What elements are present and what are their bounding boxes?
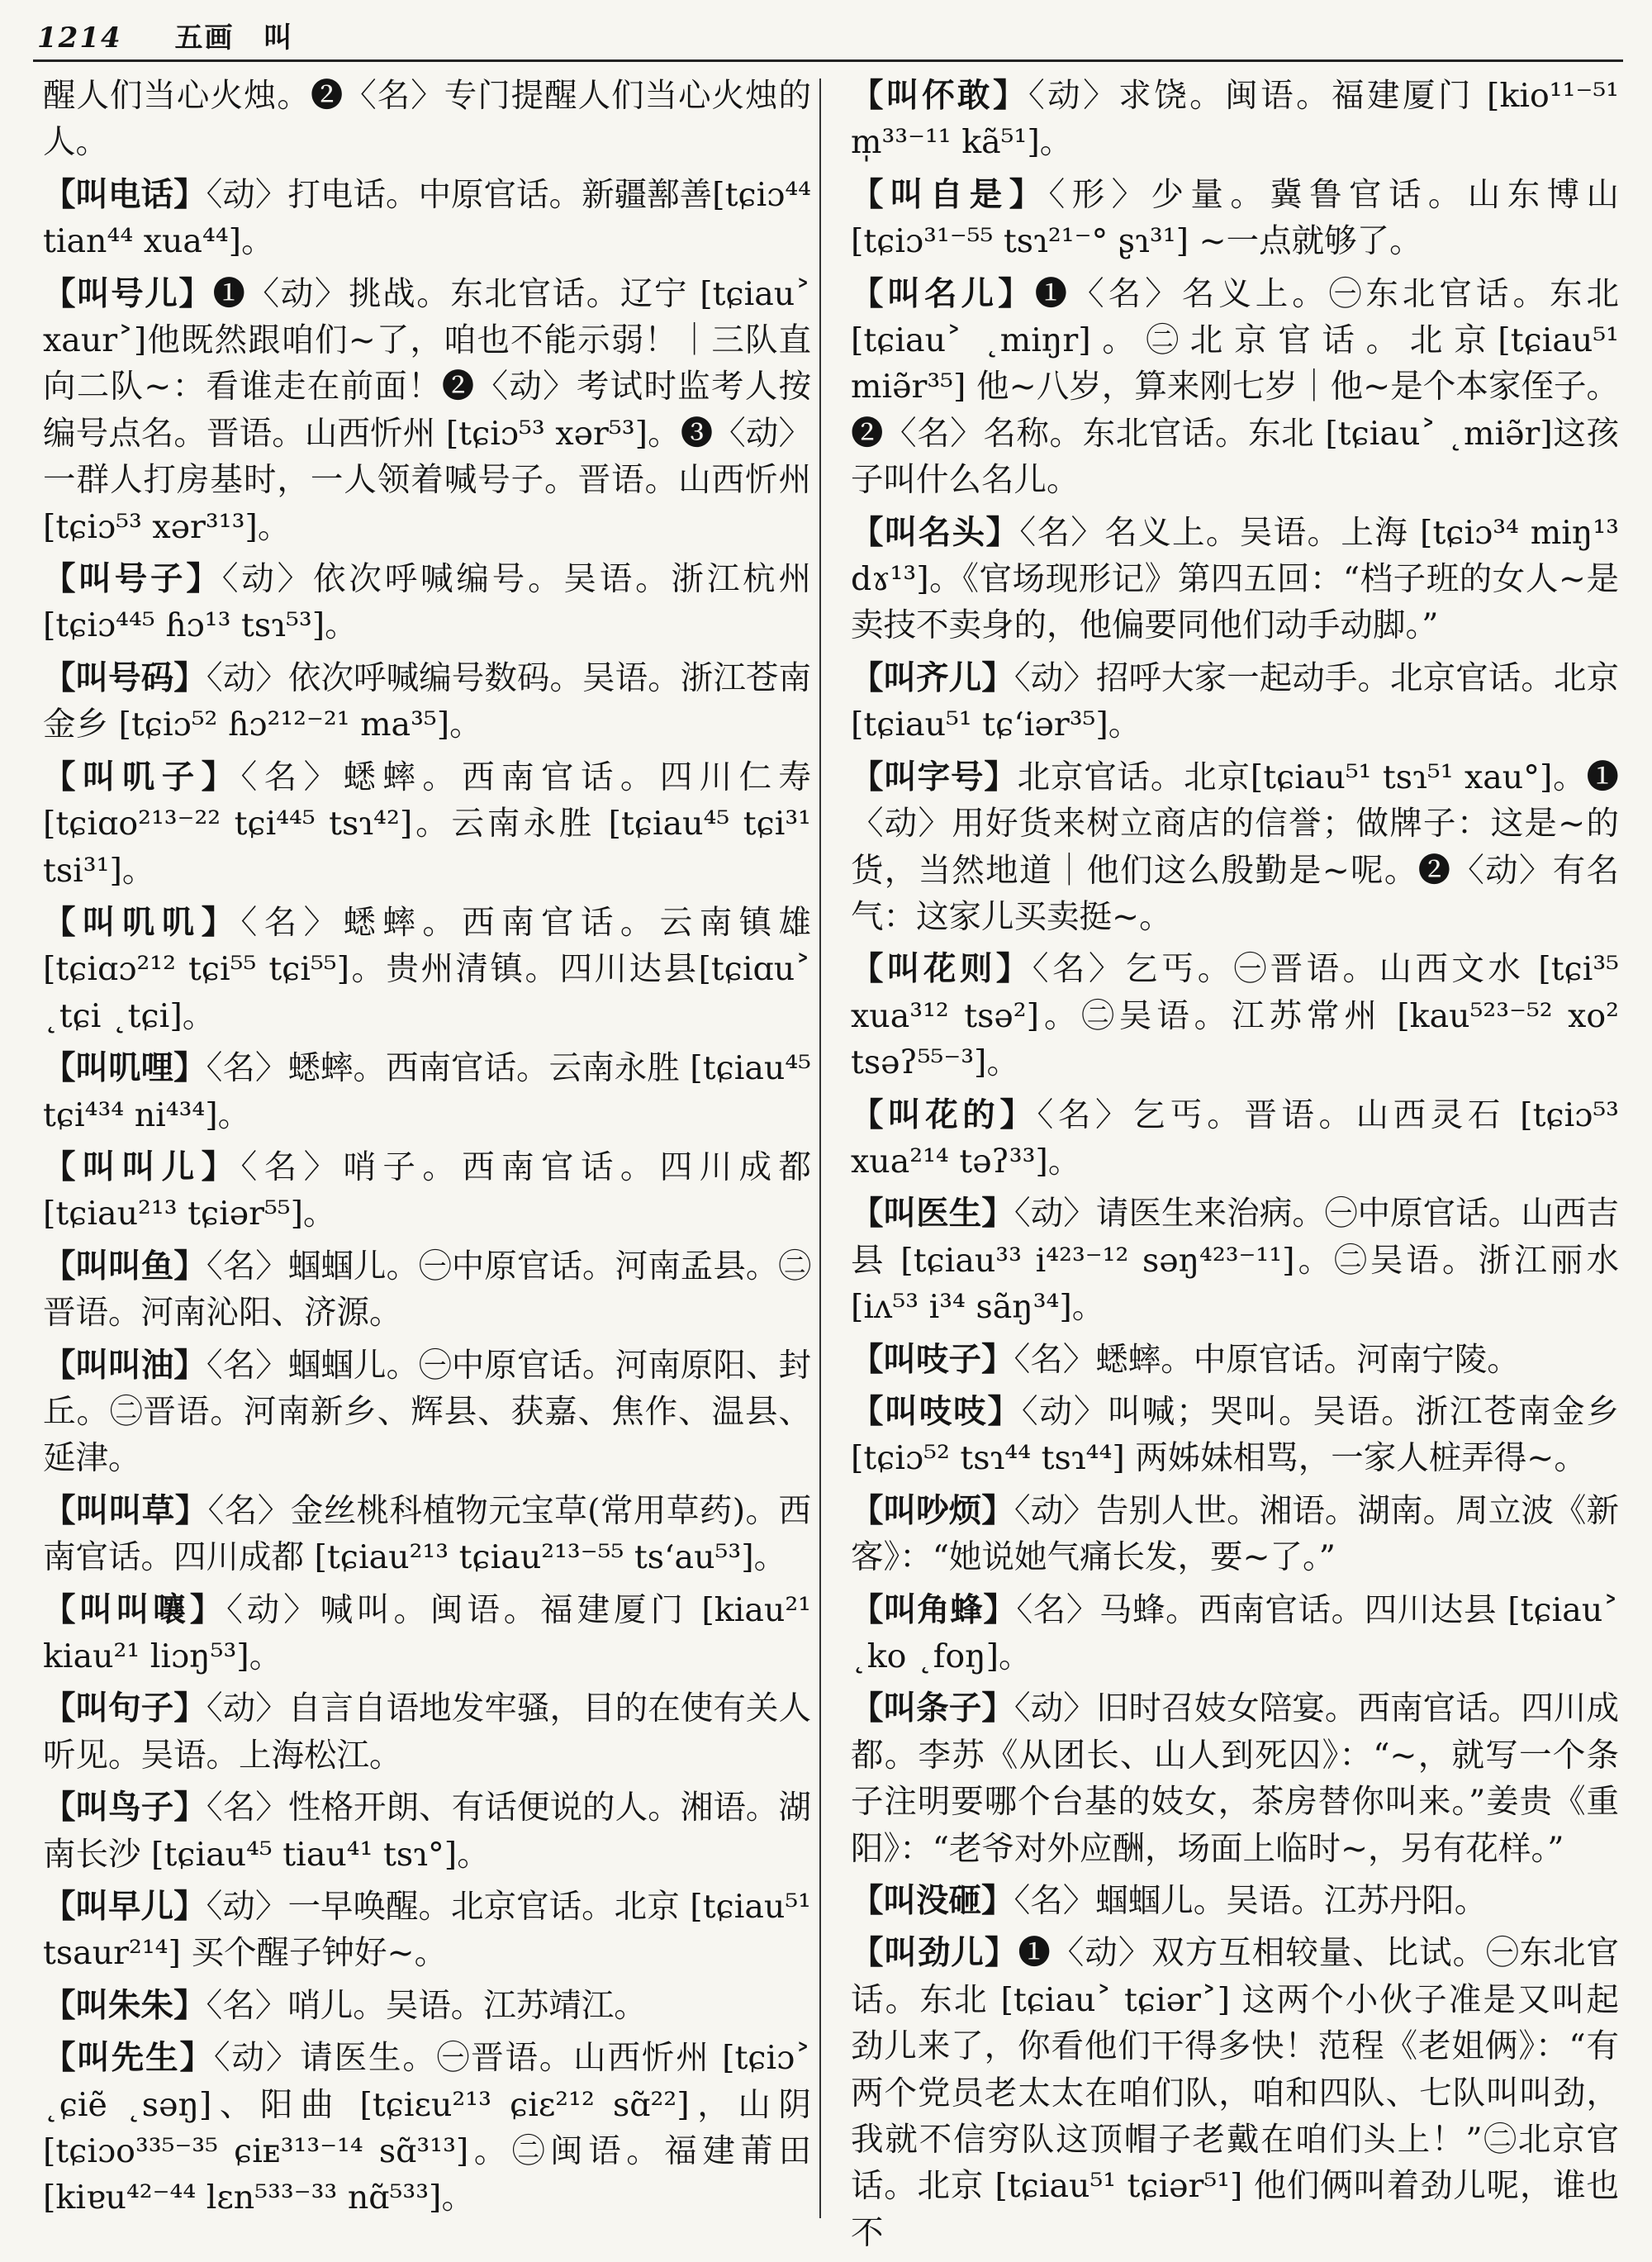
left-column [43, 73, 811, 2227]
dictionary-entry [851, 1587, 1619, 1680]
entry-definition: 〈名〉蟋蟀。西南官话。云南永胜 [tɕiau⁴⁵ tɕi⁴³⁴ ni⁴³⁴]。 [43, 1049, 811, 1134]
entry-headword: 【叫号儿】 [43, 274, 213, 313]
entry-definition: 〈动〉叫喊；哭叫。吴语。浙江苍南金乡 [tɕiɔ⁵² tsɿ⁴⁴ tsɿ⁴⁴] 两姊妹相骂，一家人桩弄得~。 [851, 1392, 1619, 1478]
page-header [37, 15, 293, 55]
entry-definition: ❶〈动〉双方互相较量、比试。㊀东北官话。东北 [tɕiau˃ tɕiər˃] 这两个小伙子准是又叫起劲儿来了，你看他们干得多快！范程《老姐俩》：“有两个党员老太太在咱们队，咱和四队、七队叫叫劲，我就不信穷队这顶帽子老戴在咱们头上！”㊁北京官话。北京 [tɕiau⁵¹ tɕiər⁵¹] 他们俩叫着劲儿呢，谁也不 [851, 1934, 1620, 2252]
dictionary-entry [43, 1243, 811, 1337]
entry-definition: 〈动〉一早唤醒。北京官话。北京 [tɕiau⁵¹ tsaur²¹⁴] 买个醒子钟好~。 [43, 1888, 811, 1973]
dictionary-entry [43, 1784, 811, 1878]
entry-definition: 北京官话。北京[tɕiau⁵¹ tsɿ⁵¹ xau°]。❶〈动〉用好货来树立商店的信誉；做牌子：这是~的货，当然地道｜他们这么殷勤是~呢。❷〈动〉有名气：这家儿买卖挺~。 [851, 758, 1620, 936]
entry-headword: 【叫名儿】 [851, 274, 1035, 313]
dictionary-entry [43, 556, 811, 649]
entry-headword: 【叫先生】 [43, 2039, 214, 2078]
dictionary-entry [851, 1685, 1619, 1872]
entry-headword: 【叫字号】 [851, 758, 1018, 796]
dictionary-entry [851, 510, 1619, 649]
entry-definition: 〈名〉金丝桃科植物元宝草(常用草药)。西南官话。四川成都 [tɕiau²¹³ tɕiau²¹³⁻⁵⁵ ts‘au⁵³]。 [43, 1491, 811, 1577]
entry-definition: 〈名〉马蜂。西南官话。四川达县 [tɕiau˃ ˛ko ˛foŋ]。 [851, 1590, 1620, 1675]
entry-headword: 【叫齐儿】 [851, 658, 1014, 697]
entry-headword: 【叫自是】 [851, 175, 1049, 214]
entry-headword: 【叫伓敢】 [851, 77, 1028, 115]
dictionary-entry [851, 172, 1619, 265]
dictionary-entry [43, 900, 811, 1039]
entry-definition: ❶〈名〉名义上。㊀东北官话。东北[tɕiau˃ ˛miŋr]。㊁北京官话。北京[tɕiau⁵¹ miə̃r³⁵] 他~八岁，算来刚七岁｜他~是个本家侄子。❷〈名〉名称。东北官话。东北 [tɕiau˃ ˛miə̃r]这孩子叫什么名儿。 [851, 274, 1619, 500]
entry-definition: 〈名〉哨儿。吴语。江苏靖江。 [206, 1986, 647, 2025]
dictionary-entry [43, 754, 811, 894]
entry-definition: 〈动〉依次呼喊编号数码。吴语。浙江苍南金乡 [tɕiɔ⁵² ɦɔ²¹²⁻²¹ ma³⁵]。 [43, 658, 812, 744]
entry-definition: 〈动〉打电话。中原官话。新疆鄯善[tɕiɔ⁴⁴ tian⁴⁴ xua⁴⁴]。 [43, 175, 811, 261]
dictionary-entry [43, 1342, 811, 1482]
dictionary-entry [851, 1930, 1619, 2256]
entry-definition: 〈动〉求饶。闽语。福建厦门 [kio¹¹⁻⁵¹ m̩³³⁻¹¹ kã⁵¹]。 [851, 77, 1619, 162]
dictionary-entry [43, 1488, 811, 1581]
entry-definition: 〈动〉旧时召妓女陪宴。西南官话。四川成都。李苏《从团长、山人到死囚》：“~，就写一个条子注明要哪个台基的妓女，茶房替你叫来。”姜贵《重阳》：“老爷对外应酬，场面上临时~，另有花样。” [851, 1689, 1620, 1868]
dictionary-entry [43, 1045, 811, 1138]
entry-headword: 【叫朱朱】 [43, 1986, 206, 2025]
header-character: 叫 [263, 21, 294, 55]
dictionary-entry [851, 1389, 1619, 1482]
entry-headword: 【叫早儿】 [43, 1888, 206, 1927]
entry-headword: 【叫叽子】 [43, 758, 241, 796]
entry-definition: 〈动〉请医生。㊀晋语。山西忻州 [tɕiɔ˃ ˛ɕiẽ ˛səŋ]、阳曲 [tɕiɛu²¹³ ɕiɛ²¹² sɑ̃²²]，山阴[tɕiɔo³³⁵⁻³⁵ ɕiᴇ³¹³⁻¹⁴ sɑ̃³¹³]。㊁闽语。福建莆田 [kiɐu⁴²⁻⁴⁴ lɛn⁵³³⁻³³ nɑ̃⁵³³]。 [43, 2039, 812, 2217]
entry-headword: 【叫花的】 [851, 1095, 1037, 1134]
entry-headword: 【叫条子】 [851, 1689, 1014, 1728]
entry-definition: 〈动〉请医生来治病。㊀中原官话。山西吉县 [tɕiau³³ i⁴²³⁻¹² səŋ⁴²³⁻¹¹]。㊁吴语。浙江丽水 [iʌ⁵³ i³⁴ sãŋ³⁴]。 [851, 1195, 1620, 1327]
entry-definition: 〈动〉告别人世。湘语。湖南。周立波《新客》：“她说她气痛长发，要~了。” [851, 1491, 1620, 1577]
entry-definition: 〈名〉蝈蝈儿。吴语。江苏丹阳。 [1014, 1882, 1488, 1921]
entry-headword: 【叫叫鱼】 [43, 1247, 206, 1285]
entry-definition: 醒人们当心火烛。❷〈名〉专门提醒人们当心火烛的人。 [43, 77, 811, 162]
entry-definition: 〈名〉蟋蟀。西南官话。云南镇雄[tɕiɑɔ²¹² tɕi⁵⁵ tɕi⁵⁵]。贵州清镇。四川达县[tɕiɑu˃ ˛tɕi ˛tɕi]。 [43, 903, 812, 1035]
dictionary-entry [851, 1092, 1619, 1186]
dictionary-entry [851, 73, 1619, 166]
entry-headword: 【叫叫油】 [43, 1346, 206, 1385]
column-divider [819, 78, 821, 2218]
dictionary-entry [43, 1884, 811, 1977]
entry-headword: 【叫叫儿】 [43, 1148, 241, 1186]
entry-definition: 〈名〉哨子。西南官话。四川成都[tɕiau²¹³ tɕiər⁵⁵]。 [43, 1148, 812, 1233]
entry-definition: 〈动〉自言自语地发牢骚，目的在使有关人听见。吴语。上海松江。 [43, 1689, 812, 1775]
entry-headword: 【叫医生】 [851, 1195, 1014, 1233]
entry-headword: 【叫没砸】 [851, 1882, 1014, 1921]
dictionary-entry [43, 2035, 811, 2222]
entry-headword: 【叫吱子】 [851, 1340, 1014, 1379]
entry-headword: 【叫号码】 [43, 658, 206, 697]
entry-definition: 〈名〉乞丐。晋语。山西灵石 [tɕiɔ⁵³ xua²¹⁴ təʔ³³]。 [851, 1095, 1620, 1181]
entry-headword: 【叫劲儿】 [851, 1934, 1018, 1973]
entry-definition: 〈名〉乞丐。㊀晋语。山西文水 [tɕi³⁵ xua³¹² tsə²]。㊁吴语。江苏常州 [kau⁵²³⁻⁵² xo² tsəʔ⁵⁵⁻³]。 [851, 950, 1620, 1082]
entry-definition: 〈名〉蝈蝈儿。㊀中原官话。河南原阳、封丘。㊁晋语。河南新乡、辉县、获嘉、焦作、温县、延津。 [43, 1346, 812, 1478]
entry-definition: 〈名〉蟋蟀。中原官话。河南宁陵。 [1014, 1340, 1520, 1379]
dictionary-entry [851, 754, 1619, 941]
page-number: 1214 [37, 21, 122, 55]
dictionary-entry [851, 946, 1619, 1086]
entry-headword: 【叫名头】 [851, 513, 1020, 552]
dictionary-entry [43, 655, 811, 748]
entry-headword: 【叫电话】 [43, 175, 206, 214]
entry-headword: 【叫句子】 [43, 1689, 206, 1728]
dictionary-entry [851, 1337, 1619, 1383]
entry-headword: 【叫吵烦】 [851, 1491, 1014, 1530]
dictionary-entry [43, 172, 811, 265]
dictionary-entry [43, 1983, 811, 2029]
entry-definition: 〈动〉喊叫。闽语。福建厦门 [kiau²¹ kiau²¹ liɔŋ⁵³]。 [43, 1590, 811, 1675]
dictionary-entry [43, 1587, 811, 1680]
dictionary-entry [851, 1488, 1619, 1581]
dictionary-entry [851, 271, 1619, 504]
dictionary-entry [851, 655, 1619, 748]
entry-headword: 【叫叫草】 [43, 1491, 208, 1530]
dictionary-entry [851, 1190, 1619, 1330]
entry-definition: 〈名〉蟋蟀。西南官话。四川仁寿[tɕiɑo²¹³⁻²² tɕi⁴⁴⁵ tsɿ⁴²]。云南永胜 [tɕiau⁴⁵ tɕi³¹ tsi³¹]。 [43, 758, 812, 890]
entry-headword: 【叫角蜂】 [851, 1590, 1017, 1629]
entry-headword: 【叫叫嚷】 [43, 1590, 227, 1629]
entry-headword: 【叫叽哩】 [43, 1049, 206, 1088]
entry-definition: 〈动〉依次呼喊编号。吴语。浙江杭州[tɕiɔ⁴⁴⁵ ɦɔ¹³ tsɿ⁵³]。 [43, 560, 812, 645]
entry-definition: 〈形〉少量。冀鲁官话。山东博山[tɕiɔ³¹⁻⁵⁵ tsɿ²¹⁻° ʂɿ³¹] ~一点就够了。 [851, 175, 1620, 261]
dictionary-entry [43, 271, 811, 550]
dictionary-entry [43, 73, 811, 166]
entry-definition: 〈动〉招呼大家一起动手。北京官话。北京 [tɕiau⁵¹ tɕ‘iər³⁵]。 [851, 658, 1620, 744]
header-rule [33, 59, 1623, 62]
entry-headword: 【叫鸟子】 [43, 1789, 206, 1827]
stroke-section: 五画 [174, 21, 235, 55]
entry-headword: 【叫号子】 [43, 560, 222, 599]
entry-headword: 【叫吱吱】 [851, 1392, 1022, 1431]
entry-headword: 【叫叽叽】 [43, 903, 241, 942]
dictionary-entry [43, 1144, 811, 1238]
entry-definition: 〈名〉性格开朗、有话便说的人。湘语。湖南长沙 [tɕiau⁴⁵ tiau⁴¹ tsɿ°]。 [43, 1789, 812, 1874]
dictionary-entry [43, 1685, 811, 1779]
entry-definition: ❶〈动〉挑战。东北官话。辽宁 [tɕiau˃ xaur˃]他既然跟咱们~了，咱也不能示弱！｜三队直向二队~：看谁走在前面！❷〈动〉考试时监考人按编号点名。晋语。山西忻州 [tɕiɔ⁵³ xər⁵³]。❸〈动〉一群人打房基时，一人领着喊号子。晋语。山西忻州 [tɕiɔ⁵³ xər³¹³]。 [43, 274, 811, 546]
entry-definition: 〈名〉名义上。吴语。上海 [tɕiɔ³⁴ miŋ¹³ dɤ¹³]。《官场现形记》第四五回：“档子班的女人~是卖技不卖身的，他偏要同他们动手动脚。” [851, 513, 1620, 645]
entry-definition: 〈名〉蝈蝈儿。㊀中原官话。河南孟县。㊁晋语。河南沁阳、济源。 [43, 1247, 812, 1333]
right-column [851, 73, 1619, 2262]
entry-headword: 【叫花则】 [851, 950, 1032, 989]
dictionary-entry [851, 1878, 1619, 1924]
